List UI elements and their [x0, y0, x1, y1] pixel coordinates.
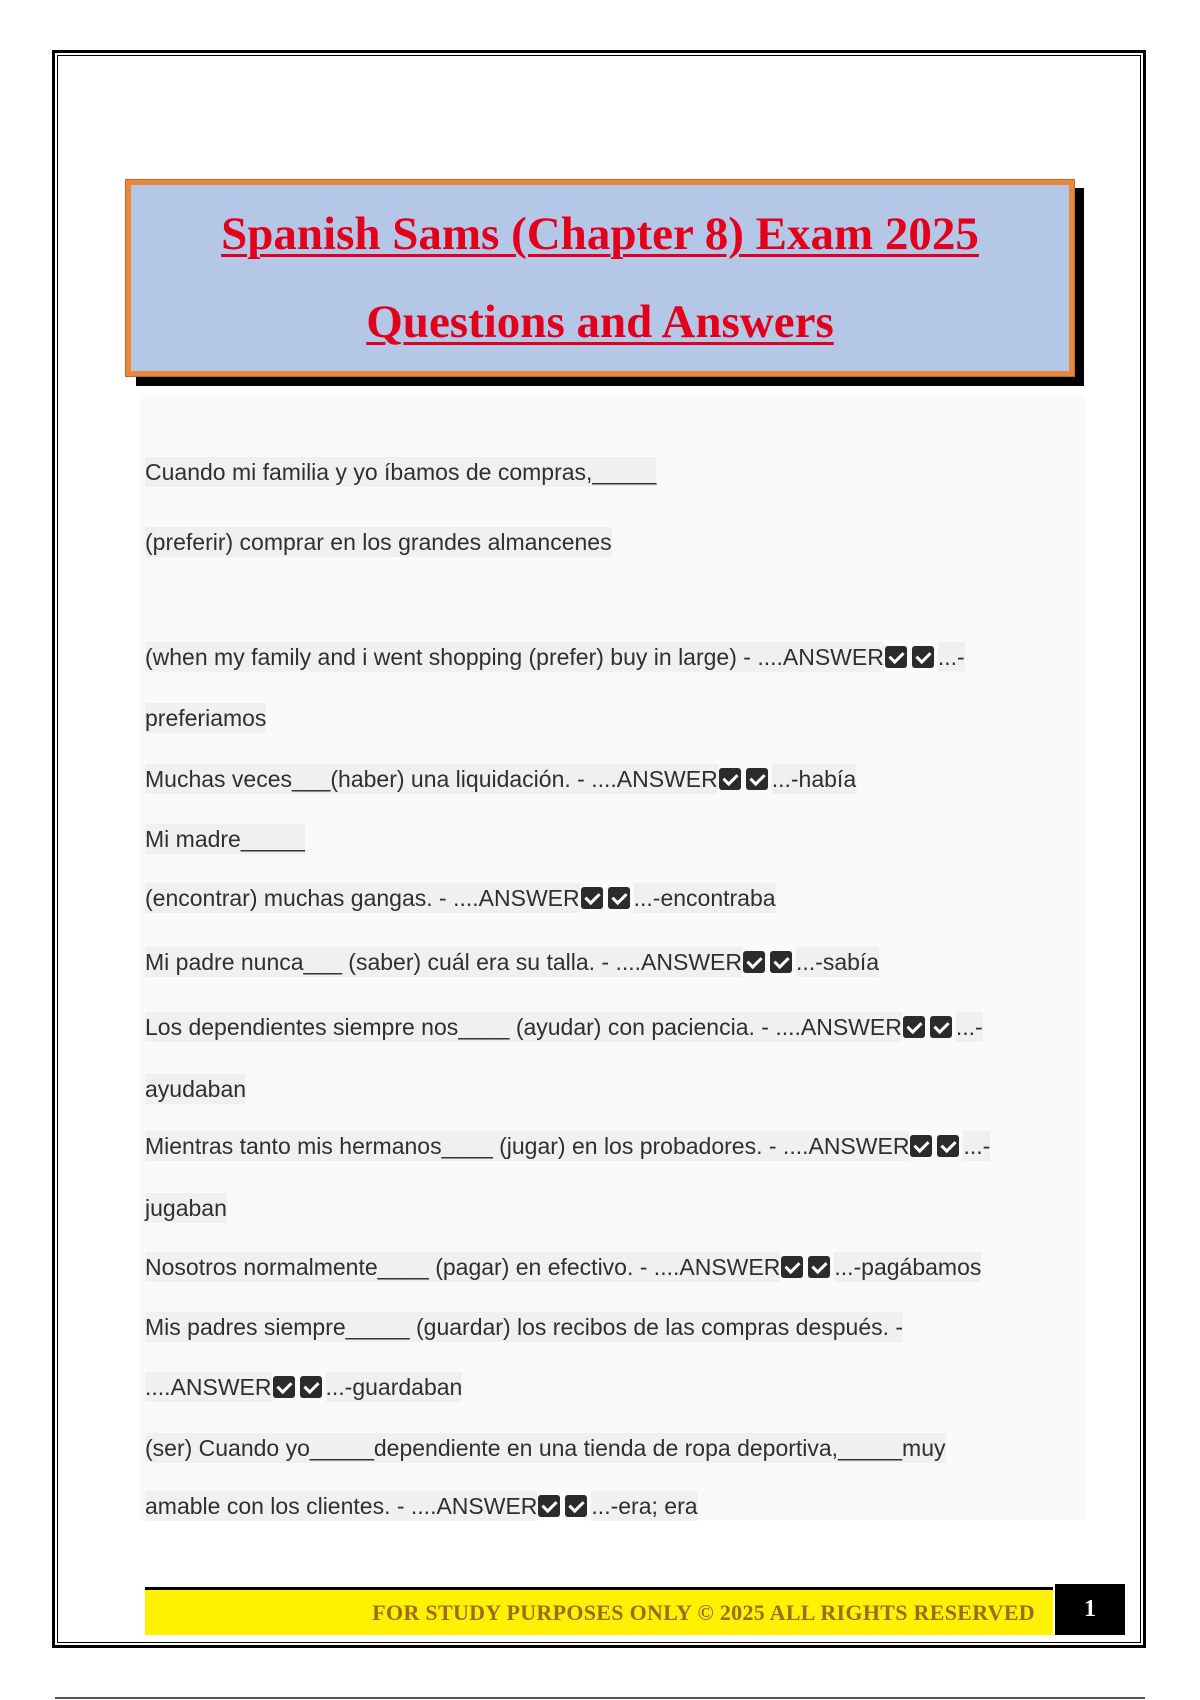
qa-line-text: Los dependientes siempre nos____ (ayudar) con paciencia. - ....ANSWER	[145, 1014, 902, 1040]
checkbox-checked-icon	[743, 951, 765, 973]
qa-line-text: ....ANSWER	[145, 1374, 272, 1400]
checkbox-checked-icon	[719, 768, 741, 790]
qa-answer-text: ...-pagábamos	[834, 1254, 982, 1280]
qa-line	[145, 1073, 246, 1105]
qa-answer-text: ...-	[937, 644, 965, 670]
qa-line-text: Muchas veces___(haber) una liquidación. - ....ANSWER	[145, 766, 718, 792]
title-line-2: Questions and Answers	[366, 296, 834, 348]
qa-line-text: Mi padre nunca___ (saber) cuál era su talla. - ....ANSWER	[145, 949, 742, 975]
checkbox-checked-icon	[770, 951, 792, 973]
qa-answer-text: ...-era; era	[591, 1493, 698, 1519]
qa-line-text: Nosotros normalmente____ (pagar) en efectivo. - ....ANSWER	[145, 1254, 781, 1280]
page-number: 1	[1084, 1596, 1096, 1622]
checkbox-checked-icon	[565, 1495, 587, 1517]
qa-answer-text: ...-encontraba	[633, 885, 776, 911]
checkbox-checked-icon	[300, 1376, 322, 1398]
qa-line-text: Mientras tanto mis hermanos____ (jugar) en los probadores. - ....ANSWER	[145, 1133, 910, 1159]
checkbox-checked-icon	[608, 887, 630, 909]
qa-line-text: jugaban	[145, 1195, 227, 1221]
qa-line	[145, 641, 965, 673]
checkbox-checked-icon	[937, 1135, 959, 1157]
qa-answer-text: ...-guardaban	[325, 1374, 463, 1400]
title-line-1: Spanish Sams (Chapter 8) Exam 2025	[221, 208, 979, 260]
qa-line-text: preferiamos	[145, 705, 267, 731]
qa-line-text: Mi madre_____	[145, 826, 305, 852]
checkbox-checked-icon	[885, 646, 907, 668]
qa-line-text: Mis padres siempre_____ (guardar) los recibos de las compras después. -	[145, 1314, 904, 1340]
checkbox-checked-icon	[930, 1016, 952, 1038]
checkbox-checked-icon	[781, 1256, 803, 1278]
qa-line-text: (when my family and i went shopping (prefer) buy in large) - ....ANSWER	[145, 644, 884, 670]
qa-line	[145, 1130, 990, 1162]
qa-line-text: (ser) Cuando yo_____dependiente en una tienda de ropa deportiva,_____muy	[145, 1435, 946, 1461]
qa-line	[145, 456, 656, 488]
qa-line-text: Cuando mi familia y yo íbamos de compras,_____	[145, 459, 657, 485]
qa-line-text: amable con los clientes. - ....ANSWER	[145, 1493, 538, 1519]
qa-answer-text: ...-	[963, 1133, 991, 1159]
qa-line	[145, 1311, 903, 1343]
qa-line	[145, 763, 856, 795]
checkbox-checked-icon	[273, 1376, 295, 1398]
checkbox-checked-icon	[903, 1016, 925, 1038]
footer-text: FOR STUDY PURPOSES ONLY © 2025 ALL RIGHTS RESERVED	[372, 1599, 1035, 1625]
qa-line	[145, 1192, 227, 1224]
page-number-box	[1055, 1584, 1125, 1635]
checkbox-checked-icon	[808, 1256, 830, 1278]
qa-answer-text: ...-sabía	[795, 949, 880, 975]
checkbox-checked-icon	[910, 1135, 932, 1157]
checkbox-checked-icon	[538, 1495, 560, 1517]
checkbox-checked-icon	[581, 887, 603, 909]
qa-answer-text: ...-había	[771, 766, 857, 792]
qa-line	[145, 823, 305, 855]
qa-line	[145, 946, 879, 978]
qa-line	[145, 1371, 462, 1403]
qa-line-text: ayudaban	[145, 1076, 247, 1102]
qa-line-text: (preferir) comprar en los grandes almancenes	[145, 529, 612, 555]
qa-line	[145, 1251, 981, 1283]
checkbox-checked-icon	[746, 768, 768, 790]
qa-line	[145, 526, 612, 558]
footer-bar	[145, 1587, 1053, 1635]
title-box	[126, 180, 1074, 376]
qa-line	[145, 1432, 946, 1464]
qa-line-text: (encontrar) muchas gangas. - ....ANSWER	[145, 885, 580, 911]
bottom-rule	[55, 1697, 1145, 1699]
checkbox-checked-icon	[912, 646, 934, 668]
qa-line	[145, 882, 776, 914]
qa-line	[145, 1011, 983, 1043]
qa-line	[145, 1490, 698, 1522]
qa-line	[145, 702, 266, 734]
qa-answer-text: ...-	[955, 1014, 983, 1040]
